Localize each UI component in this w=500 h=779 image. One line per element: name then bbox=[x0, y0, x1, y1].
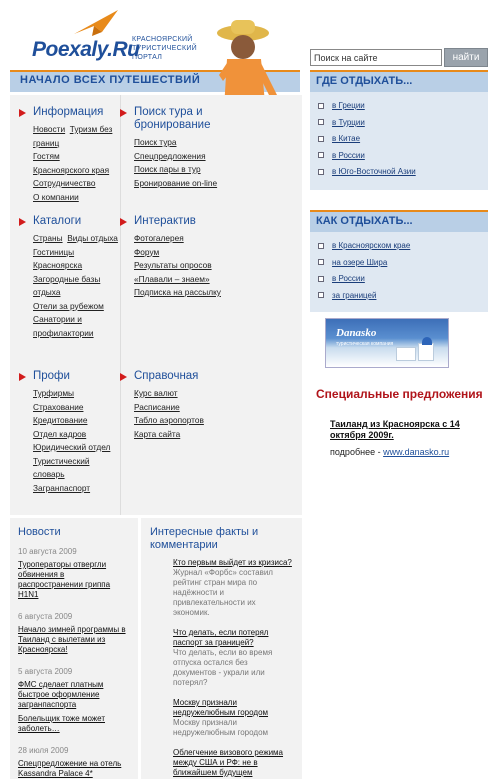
how-panel-title: КАК ОТДЫХАТЬ... bbox=[310, 210, 488, 232]
news-date: 5 августа 2009 bbox=[18, 667, 73, 676]
news-headline[interactable]: Туроператоры отвергли обвинения в распространении гриппа H1N1 bbox=[18, 560, 111, 599]
special-offers-title: Специальные предложения bbox=[316, 387, 483, 401]
menu-link[interactable]: Отдел кадров bbox=[33, 428, 87, 439]
red-arrow-icon bbox=[120, 373, 127, 381]
news-date: 10 августа 2009 bbox=[18, 547, 77, 556]
news-list bbox=[18, 526, 130, 779]
news-date: 28 июля 2009 bbox=[18, 746, 69, 755]
checkbox[interactable] bbox=[318, 136, 324, 142]
menu-title-catalogs[interactable]: Каталоги bbox=[33, 215, 118, 228]
where-item[interactable]: в Юго-Восточной Азии bbox=[318, 164, 488, 181]
dome-icon bbox=[422, 337, 432, 345]
menu-title-reference[interactable]: Справочная bbox=[134, 370, 244, 383]
menu-link[interactable]: Кредитование bbox=[33, 415, 88, 425]
fact-headline[interactable]: Кто первым выйдет из кризиса? bbox=[173, 558, 292, 567]
menu-link[interactable]: Курс валют bbox=[134, 388, 178, 398]
more-prefix: подробнее - bbox=[330, 447, 384, 457]
menu-link[interactable]: «Плавали – знаем» bbox=[134, 273, 210, 284]
menu-link[interactable]: Расписание bbox=[134, 401, 180, 412]
danasko-banner[interactable] bbox=[325, 318, 449, 368]
news-headline[interactable]: Спецпредложение на отель Kassandra Palace 4* bbox=[18, 759, 122, 778]
fact-headline[interactable]: Москву признали недружелюбным городом bbox=[173, 698, 269, 717]
fact-description: Москву признали недружелюбным городом bbox=[173, 718, 269, 737]
menu-link[interactable]: Юридический отдел bbox=[33, 442, 111, 452]
menu-link[interactable]: Табло аэропортов bbox=[134, 415, 204, 425]
menu-link[interactable]: Турфирмы bbox=[33, 388, 75, 398]
menu-link[interactable]: Гостиницы Красноярска bbox=[33, 246, 83, 270]
news-title: Новости bbox=[18, 526, 61, 538]
news-headline[interactable]: ФМС сделает платным быстрое оформление загранпаспорта bbox=[18, 680, 104, 709]
menu-link[interactable]: Поиск тура bbox=[134, 137, 177, 147]
menu-link[interactable]: Бронирование on-line bbox=[134, 177, 218, 188]
menu-title-interactive[interactable]: Интерактив bbox=[134, 215, 244, 228]
plane-logo-icon bbox=[72, 8, 120, 38]
red-arrow-icon bbox=[19, 218, 26, 226]
checkbox[interactable] bbox=[318, 276, 324, 282]
search-input[interactable] bbox=[310, 49, 442, 66]
fact-description: Что делать, если во время отпуска остался без документов - украли или потерял? bbox=[173, 648, 273, 687]
building-icon bbox=[396, 347, 416, 361]
danasko-link[interactable]: www.danasko.ru bbox=[383, 447, 450, 457]
search-button[interactable]: найти bbox=[444, 48, 488, 67]
menu-link[interactable]: Страхование bbox=[33, 401, 84, 412]
red-arrow-icon bbox=[120, 109, 127, 117]
menu-section-reference bbox=[134, 370, 244, 441]
menu-link[interactable]: Фотогалерея bbox=[134, 233, 184, 243]
menu-link[interactable]: Туризм без границ bbox=[33, 124, 113, 148]
where-panel-title: ГДЕ ОТДЫХАТЬ... bbox=[310, 70, 488, 92]
menu-link[interactable]: Туристический словарь bbox=[33, 455, 90, 479]
menu-link[interactable]: Загородные базы отдыха bbox=[33, 273, 101, 297]
menu-link[interactable]: Поиск пары в тур bbox=[134, 164, 201, 174]
menu-link[interactable]: Страны bbox=[33, 233, 63, 243]
menu-section-catalogs bbox=[33, 215, 118, 340]
menu-section-pro bbox=[33, 370, 118, 495]
menu-link[interactable]: Отели за рубежом bbox=[33, 300, 104, 311]
menu-link[interactable]: Сотрудничество bbox=[33, 178, 96, 188]
fact-headline[interactable]: Что делать, если потерял паспорт за границей? bbox=[173, 628, 269, 647]
where-item[interactable]: в Турции bbox=[318, 115, 488, 132]
checkbox[interactable] bbox=[318, 103, 324, 109]
menu-link[interactable]: О компании bbox=[33, 191, 79, 202]
checkbox[interactable] bbox=[318, 169, 324, 175]
fact-description: Журнал «Форбс» составил рейтинг стран мира по надёжности и привлекательности их экономик. bbox=[173, 568, 273, 617]
menu-title-pro[interactable]: Профи bbox=[33, 370, 118, 383]
menu-link[interactable]: Гостям Красноярского края bbox=[33, 151, 110, 175]
menu-link[interactable]: Спецпредложения bbox=[134, 150, 206, 161]
special-more bbox=[330, 447, 449, 457]
red-arrow-icon bbox=[19, 109, 26, 117]
menu-link[interactable]: Результаты опросов bbox=[134, 260, 212, 270]
menu-link[interactable]: Форум bbox=[134, 246, 160, 257]
facts-items bbox=[173, 558, 293, 778]
special-offer-link[interactable]: Таиланд из Красноярска с 14 октября 2009г. bbox=[330, 419, 460, 440]
checkbox[interactable] bbox=[318, 119, 324, 125]
where-item[interactable]: в Греции bbox=[318, 98, 488, 115]
how-item[interactable]: за границей bbox=[318, 288, 488, 305]
facts-title: Интересные факты и комментарии bbox=[150, 526, 259, 551]
where-item[interactable]: в Китае bbox=[318, 131, 488, 148]
red-arrow-icon bbox=[120, 218, 127, 226]
logo-text: Poexaly.Ru bbox=[32, 38, 140, 61]
facts-list bbox=[150, 526, 295, 552]
checkbox[interactable] bbox=[318, 243, 324, 249]
menu-link[interactable]: Загранпаспорт bbox=[33, 482, 91, 493]
menu-title-search-tour[interactable]: Поиск тура и бронирование bbox=[134, 106, 244, 132]
menu-link[interactable]: Карта сайта bbox=[134, 428, 181, 439]
where-panel bbox=[310, 70, 488, 190]
menu-section-info bbox=[33, 106, 118, 204]
menu-divider bbox=[120, 95, 121, 515]
menu-title-info[interactable]: Информация bbox=[33, 106, 118, 119]
checkbox[interactable] bbox=[318, 152, 324, 158]
how-item[interactable]: на озере Шира bbox=[318, 255, 488, 272]
checkbox[interactable] bbox=[318, 259, 324, 265]
how-item[interactable]: в Красноярском крае bbox=[318, 238, 488, 255]
news-headline[interactable]: Болельщик тоже может заболеть… bbox=[18, 714, 105, 733]
how-panel bbox=[310, 210, 488, 312]
news-headline[interactable]: Начало зимней программы в Таиланд с вылетами из Красноярска! bbox=[18, 625, 126, 654]
menu-link[interactable]: Подписка на рассылку bbox=[134, 287, 221, 297]
menu-section-interactive bbox=[134, 215, 244, 300]
checkbox[interactable] bbox=[318, 292, 324, 298]
menu-link[interactable]: Новости bbox=[33, 124, 66, 134]
red-arrow-icon bbox=[19, 373, 26, 381]
logo-subtitle: КРАСНОЯРСКИЙ ТУРИСТИЧЕСКИЙ ПОРТАЛ bbox=[132, 36, 197, 61]
tagline: НАЧАЛО ВСЕХ ПУТЕШЕСТВИЙ bbox=[20, 74, 201, 86]
where-item[interactable]: в России bbox=[318, 148, 488, 165]
banner-title: Danasko bbox=[336, 327, 377, 339]
news-date: 6 августа 2009 bbox=[18, 612, 73, 621]
building-icon bbox=[418, 343, 434, 361]
menu-link[interactable]: Санатории и профилактории bbox=[33, 314, 94, 338]
how-item[interactable]: в России bbox=[318, 271, 488, 288]
fact-headline[interactable]: Облегчение визового режима между США и РФ: не в ближайшем будущем bbox=[173, 748, 284, 777]
menu-section-search-tour bbox=[134, 106, 244, 190]
banner-subtitle: туристическая компания bbox=[336, 341, 394, 347]
menu-link[interactable]: Виды отдыха bbox=[67, 233, 118, 243]
